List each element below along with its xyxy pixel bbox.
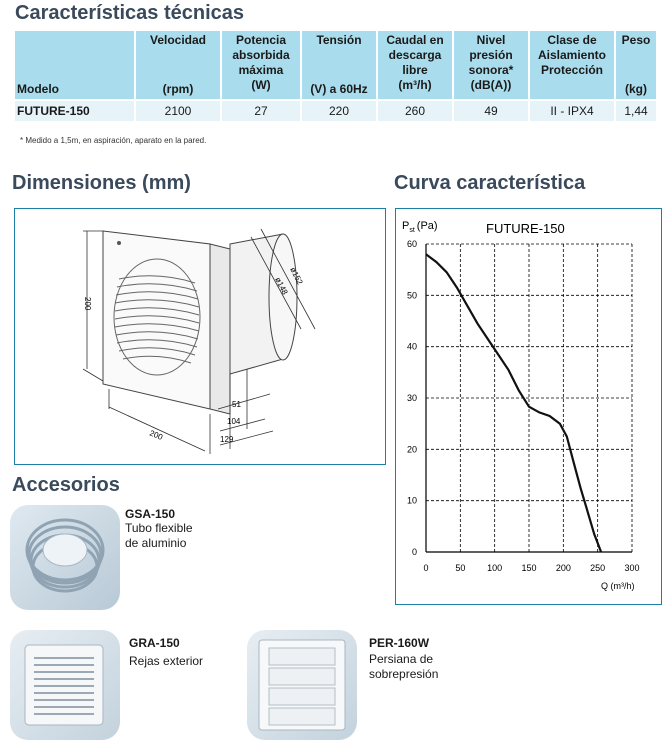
accessory-code-3: PER-160W — [369, 636, 430, 650]
x-tick-label: 50 — [455, 563, 466, 573]
y-tick-label: 20 — [406, 444, 417, 455]
y-axis-label: $P_{st}$ (Pa) — [402, 220, 438, 234]
dim-l1: 51 — [232, 400, 241, 409]
grille-image — [10, 630, 120, 740]
x-tick-label: 150 — [521, 563, 537, 573]
x-axis-label: Q (m³/h) — [601, 581, 635, 591]
y-tick-label: 30 — [406, 393, 417, 403]
header-flow: Caudal en descarga libre (m³/h) — [377, 31, 453, 100]
cell-speed: 2100 — [135, 100, 221, 121]
x-tick-label: 300 — [624, 563, 640, 573]
accessory-code-2: GRA-150 — [129, 636, 180, 650]
series-line — [426, 254, 601, 552]
cell-noise: 49 — [453, 100, 529, 121]
cell-power: 27 — [221, 100, 301, 121]
duct-end — [269, 234, 297, 360]
y-tick-label: 40 — [406, 341, 417, 352]
x-tick-label: 0 — [423, 563, 429, 573]
dimensions-title: Dimensiones (mm) — [12, 172, 191, 194]
header-voltage: Tensión (V) a 60Hz — [301, 31, 377, 100]
specs-table — [15, 31, 656, 121]
x-tick-label: 100 — [487, 563, 503, 573]
table-row — [15, 100, 656, 121]
cell-voltage: 220 — [301, 100, 377, 121]
accessory-desc-2: Rejas exterior — [129, 654, 204, 668]
series-label: FUTURE-150 — [486, 221, 565, 236]
y-tick-label: 0 — [411, 547, 417, 557]
dimensions-frame — [14, 208, 386, 465]
performance-chart — [396, 209, 661, 604]
curve-title: Curva característica — [394, 172, 586, 194]
dim-width: 200 — [148, 428, 165, 442]
dim-d2: ø148 — [273, 275, 290, 297]
y-tick-label: 60 — [406, 239, 417, 249]
header-model: Modelo — [15, 31, 135, 100]
y-tick-label: 10 — [406, 495, 417, 506]
accessory-desc-1: Tubo flexible de aluminio — [125, 521, 193, 550]
accessory-desc-3: Persiana de sobrepresión — [369, 652, 439, 681]
fan-drawing — [15, 209, 385, 464]
cell-insulation: II - IPX4 — [529, 100, 615, 121]
dim-l2: 104 — [227, 417, 241, 426]
front-plate — [103, 231, 210, 409]
cell-flow: 260 — [377, 100, 453, 121]
header-power: Potencia absorbida máxima (W) — [221, 31, 301, 100]
header-speed: Velocidad (rpm) — [135, 31, 221, 100]
dim-l3: 129 — [220, 435, 234, 444]
curve-frame — [395, 208, 662, 605]
specs-title: Características técnicas — [15, 2, 245, 24]
header-noise: Nivel presión sonora* (dB(A)) — [453, 31, 529, 100]
dim-height: 200 — [83, 297, 92, 311]
y-tick-label: 50 — [406, 290, 417, 301]
accessory-code-1: GSA-150 — [125, 507, 176, 521]
accessories-title: Accesorios — [12, 474, 120, 496]
x-tick-label: 200 — [555, 563, 571, 573]
duct-image — [10, 505, 120, 610]
cell-model: FUTURE-150 — [15, 100, 135, 121]
header-weight: Peso (kg) — [615, 31, 656, 100]
dim-d1: ø152 — [288, 265, 305, 287]
shutter-image — [247, 630, 357, 740]
header-insulation: Clase de Aislamiento Protección — [529, 31, 615, 100]
x-tick-label: 250 — [590, 563, 606, 573]
cell-weight: 1,44 — [615, 100, 656, 121]
footnote: * Medido a 1,5m, en aspiración, aparato en la pared. — [20, 136, 207, 145]
